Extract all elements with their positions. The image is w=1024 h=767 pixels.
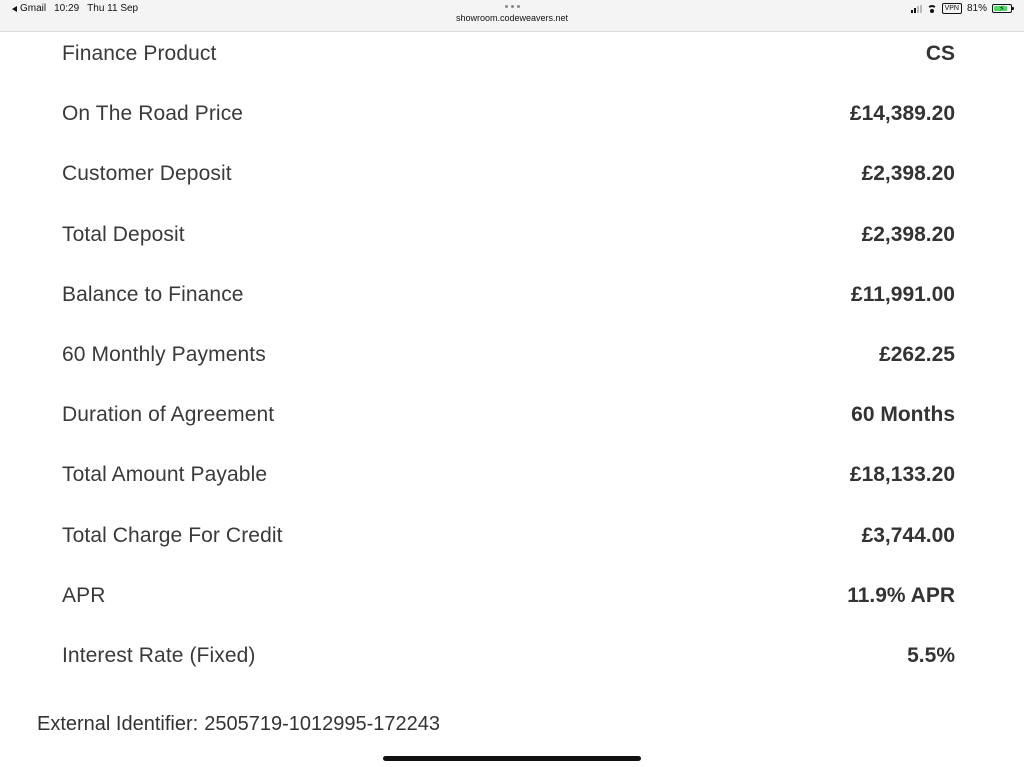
finance-row xyxy=(62,205,955,265)
finance-row xyxy=(62,385,955,445)
battery-icon xyxy=(992,4,1012,13)
finance-row-value: £262.25 xyxy=(879,343,955,367)
vpn-badge: VPN xyxy=(942,3,962,14)
finance-row xyxy=(62,24,955,84)
finance-row-value: £14,389.20 xyxy=(849,102,955,126)
wifi-icon xyxy=(927,5,937,13)
finance-row-value: £2,398.20 xyxy=(861,222,955,246)
finance-row xyxy=(62,566,955,626)
finance-row-label: Interest Rate (Fixed) xyxy=(62,643,256,667)
cellular-signal-icon xyxy=(911,5,922,13)
finance-row-label: Duration of Agreement xyxy=(62,403,275,427)
finance-row-value: CS xyxy=(925,42,955,66)
finance-row xyxy=(62,325,955,385)
finance-row-label: Finance Product xyxy=(62,42,217,66)
finance-row-label: Total Deposit xyxy=(62,222,185,246)
status-time: 10:29 xyxy=(54,3,80,14)
finance-row-label: Customer Deposit xyxy=(62,162,232,186)
finance-row-value: £2,398.20 xyxy=(861,162,955,186)
multitasking-dots-icon[interactable] xyxy=(0,2,1024,10)
external-identifier-label: External Identifier: xyxy=(37,713,199,735)
finance-row-value: £18,133.20 xyxy=(849,463,955,487)
external-identifier xyxy=(37,713,440,736)
status-date: Thu 11 Sep xyxy=(87,3,139,14)
finance-row-label: 60 Monthly Payments xyxy=(62,343,266,367)
finance-row xyxy=(62,84,955,144)
finance-row-label: On The Road Price xyxy=(62,102,244,126)
finance-row-label: Total Amount Payable xyxy=(62,463,268,487)
finance-row-label: APR xyxy=(62,583,106,607)
external-identifier-value: 2505719-1012995-172243 xyxy=(204,713,440,735)
finance-row-label: Balance to Finance xyxy=(62,282,244,306)
finance-row-value: £3,744.00 xyxy=(861,523,955,547)
finance-row xyxy=(62,506,955,566)
finance-row-value: £11,991.00 xyxy=(851,282,955,306)
finance-row-value: 5.5% xyxy=(907,643,955,667)
finance-details-table xyxy=(62,24,955,686)
finance-row xyxy=(62,144,955,204)
back-app-label: Gmail xyxy=(20,3,47,14)
charging-bolt-icon: ⚡ xyxy=(999,4,1005,13)
home-indicator[interactable] xyxy=(383,756,641,761)
finance-row-label: Total Charge For Credit xyxy=(62,523,283,547)
finance-row-value: 11.9% APR xyxy=(847,583,955,607)
address-area xyxy=(0,2,1024,23)
status-right xyxy=(911,3,1012,14)
finance-row xyxy=(62,445,955,505)
url-label[interactable]: showroom.codeweavers.net xyxy=(455,13,569,23)
battery-percent: 81% xyxy=(966,3,987,14)
finance-row-value: 60 Months xyxy=(851,403,955,427)
finance-row xyxy=(62,626,955,686)
finance-row xyxy=(62,265,955,325)
